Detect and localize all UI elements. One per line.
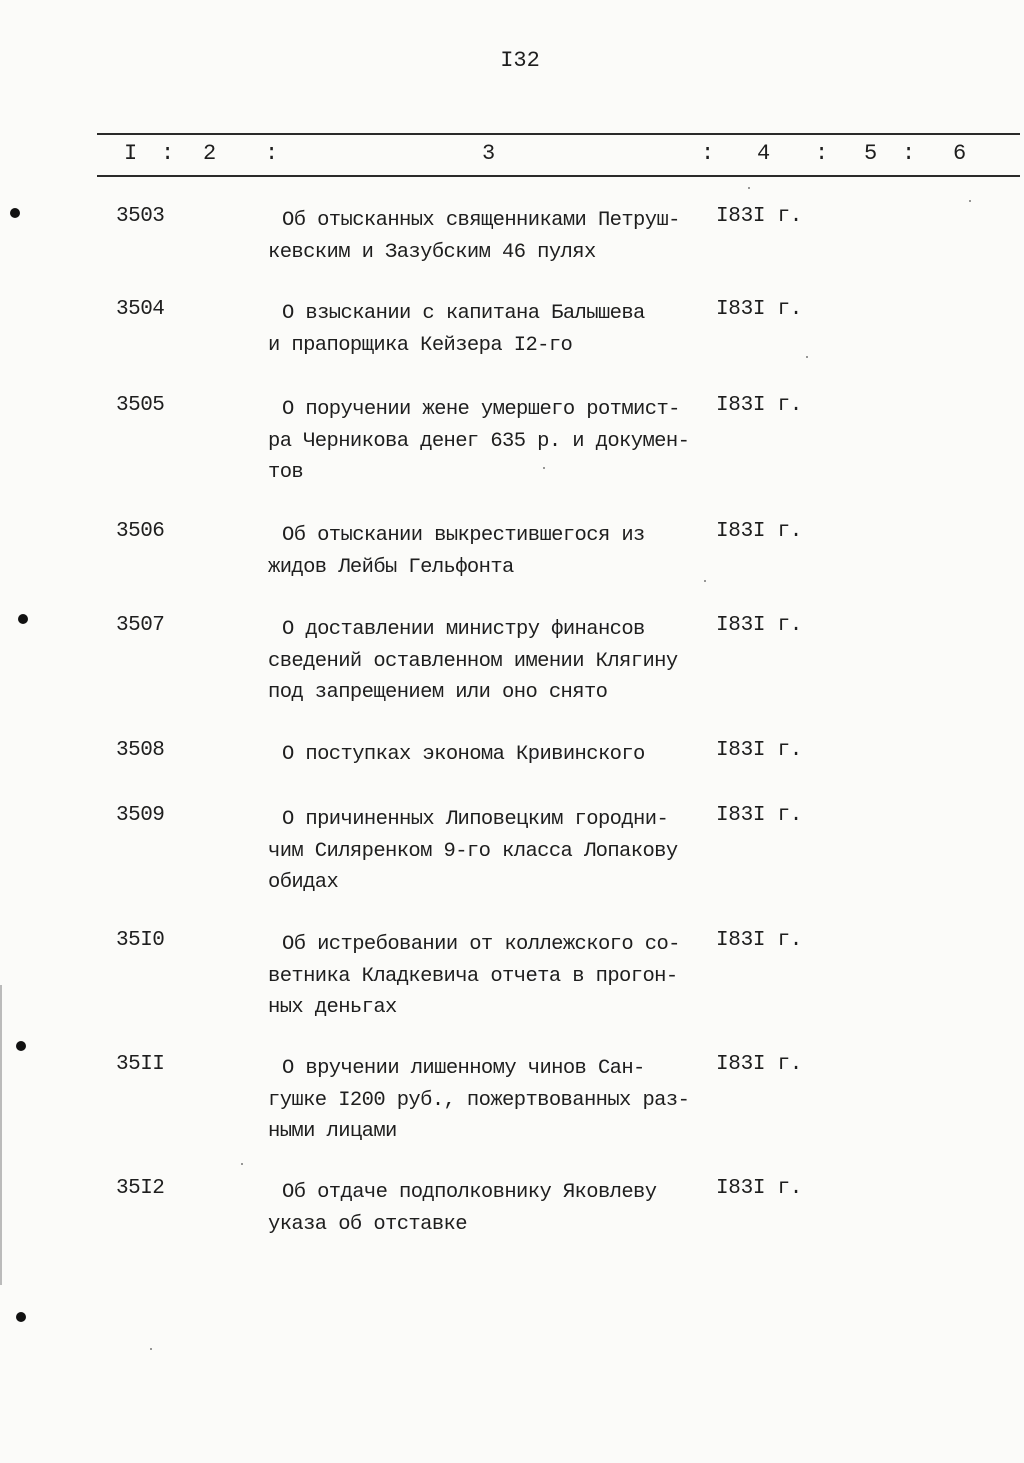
entry-description-line: тов bbox=[268, 461, 304, 484]
speck bbox=[150, 1348, 152, 1350]
entry-description-line: чим Силяренком 9-го класса Лопакову bbox=[268, 839, 678, 863]
entry-number: 35I2 bbox=[116, 1177, 165, 1200]
entry-number: 3503 bbox=[116, 205, 165, 228]
header-col-2: 2 bbox=[203, 141, 217, 166]
speck bbox=[241, 1163, 243, 1165]
entry-description-line: ра Черникова денег 635 р. и докумен- bbox=[268, 429, 690, 453]
entry-description-line: обидах bbox=[268, 871, 339, 894]
entry-description-line: О взыскании с капитана Балышева bbox=[282, 302, 645, 325]
entry-year: I83I г. bbox=[716, 1053, 803, 1076]
entry-year: I83I г. bbox=[716, 739, 803, 762]
entry-description-line: жидов Лейбы Гельфонта bbox=[268, 555, 514, 579]
entry-year: I83I г. bbox=[716, 614, 803, 637]
punch-hole bbox=[18, 614, 28, 624]
entry-number: 35I0 bbox=[116, 929, 165, 952]
entry-description-line: Об истребовании от коллежского со- bbox=[282, 933, 680, 956]
entry-year: I83I г. bbox=[716, 394, 803, 417]
punch-hole bbox=[16, 1312, 26, 1322]
entry-description-line: О доставлении министру финансов bbox=[282, 618, 645, 641]
entry-description-line: ветника Кладкевича отчета в прогон- bbox=[268, 964, 678, 988]
entry-number: 35II bbox=[116, 1053, 165, 1076]
entry-number: 3506 bbox=[116, 520, 165, 543]
scan-edge bbox=[0, 985, 2, 1285]
header-col-5: 5 bbox=[864, 141, 878, 166]
entry-description bbox=[268, 298, 718, 361]
entry-description-line: Об отыскании выкрестившегося из bbox=[282, 524, 645, 547]
punch-hole bbox=[10, 208, 20, 218]
entry-number: 3509 bbox=[116, 804, 165, 827]
entry-description-line: О вручении лишенному чинов Сан- bbox=[282, 1057, 645, 1080]
header-bottom-rule bbox=[97, 175, 1020, 177]
entry-year: I83I г. bbox=[716, 298, 803, 321]
speck bbox=[748, 187, 750, 189]
speck bbox=[969, 200, 971, 202]
entry-description-line: Об отысканных священниками Петруш- bbox=[282, 209, 680, 232]
entry-year: I83I г. bbox=[716, 804, 803, 827]
speck bbox=[704, 580, 706, 582]
entry-description-line: О причиненных Липовецким городни- bbox=[282, 808, 669, 831]
header-top-rule bbox=[97, 133, 1020, 135]
punch-hole bbox=[16, 1041, 26, 1051]
header-separator: : bbox=[161, 141, 175, 166]
entry-description bbox=[268, 929, 718, 1024]
entry-description-line: и прапорщика Кейзера I2-го bbox=[268, 333, 573, 357]
entry-description-line: ными лицами bbox=[268, 1120, 397, 1143]
entry-number: 3507 bbox=[116, 614, 165, 637]
entry-year: I83I г. bbox=[716, 929, 803, 952]
header-col-1: I bbox=[124, 141, 138, 166]
entry-description bbox=[268, 205, 718, 268]
entry-number: 3508 bbox=[116, 739, 165, 762]
header-col-3: 3 bbox=[482, 141, 496, 166]
speck bbox=[806, 356, 808, 358]
entry-description-line: О поручении жене умершего ротмист- bbox=[282, 398, 680, 421]
entry-description-line: ных деньгах bbox=[268, 996, 397, 1019]
entry-description-line: указа об отставке bbox=[268, 1212, 467, 1236]
speck bbox=[543, 467, 545, 469]
entry-description bbox=[268, 739, 718, 771]
entry-number: 3505 bbox=[116, 394, 165, 417]
entry-description bbox=[268, 614, 718, 709]
entry-description bbox=[268, 394, 718, 489]
header-separator: : bbox=[265, 141, 279, 166]
page-number: I32 bbox=[500, 48, 540, 73]
entry-number: 3504 bbox=[116, 298, 165, 321]
entry-year: I83I г. bbox=[716, 205, 803, 228]
header-separator: : bbox=[815, 141, 829, 166]
header-separator: : bbox=[701, 141, 715, 166]
entry-description-line: кевским и Зазубским 46 пулях bbox=[268, 240, 596, 264]
entry-description-line: гушке I200 руб., пожертвованных раз- bbox=[268, 1088, 690, 1112]
entry-year: I83I г. bbox=[716, 1177, 803, 1200]
entry-description-line: сведений оставленном имении Клягину bbox=[268, 649, 678, 673]
entry-description bbox=[268, 804, 718, 899]
header-col-6: 6 bbox=[953, 141, 967, 166]
entry-description bbox=[268, 1053, 718, 1148]
entry-description-line: О поступках эконома Кривинского bbox=[282, 743, 645, 766]
header-col-4: 4 bbox=[757, 141, 771, 166]
entry-description bbox=[268, 520, 718, 583]
entry-description bbox=[268, 1177, 718, 1240]
entry-year: I83I г. bbox=[716, 520, 803, 543]
header-separator: : bbox=[902, 141, 916, 166]
entry-description-line: Об отдаче подполковнику Яковлеву bbox=[282, 1181, 657, 1204]
entry-description-line: под запрещением или оно снято bbox=[268, 681, 608, 704]
